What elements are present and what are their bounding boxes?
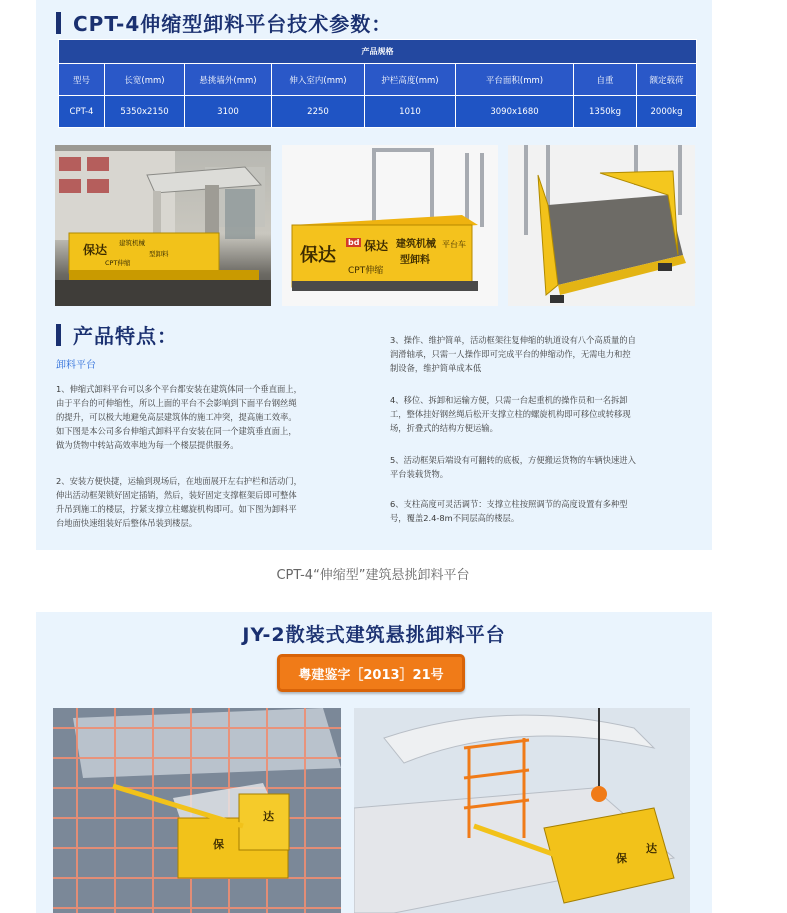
col-load: 额定载荷 xyxy=(637,64,697,96)
spec-table-header: 产品规格 xyxy=(59,40,697,64)
photo2-brand-large: 保达 xyxy=(300,245,336,266)
scaffold-render-illustration xyxy=(53,708,341,913)
features-title-text: 产品特点： xyxy=(73,324,178,348)
photo-interior xyxy=(508,145,695,306)
features-section-title xyxy=(56,320,178,349)
cpt4-spec-panel xyxy=(36,0,712,550)
col-inside: 伸入室内(mm) xyxy=(272,64,365,96)
val-size: 5350x2150 xyxy=(105,96,185,128)
val-model: CPT-4 xyxy=(59,96,105,128)
jy2-title: JY-2散装式建筑悬挑卸料平台 xyxy=(242,624,506,646)
photo-crane-render xyxy=(354,708,690,913)
image-caption: CPT-4“伸缩型”建筑悬挑卸料平台 xyxy=(276,568,470,583)
col-weight: 自重 xyxy=(574,64,637,96)
render-label-3: 保 xyxy=(616,852,627,865)
photo-installed-platform xyxy=(55,145,271,306)
val-weight: 1350kg xyxy=(574,96,637,128)
val-guardrail: 1010 xyxy=(365,96,456,128)
photo-product xyxy=(282,145,498,306)
installed-platform-illustration xyxy=(55,145,271,306)
photo2-label-1: 建筑机械 xyxy=(396,239,436,250)
crane-render-illustration xyxy=(354,708,690,913)
feature-paragraph-6: 6、支柱高度可灵活调节：支撑立柱按照调节的高度设置有多种型 号，覆盖2.4-8m不同层高的楼层。 xyxy=(390,499,628,523)
photo2-label-2: 型卸料 xyxy=(400,255,430,266)
feature-paragraph-1: 1、伸缩式卸料平台可以多个平台都安装在建筑体同一个垂直面上， 由于平台的可伸缩性，所以上面的平台不会影响到下面平台钢丝绳 的提升，可以极大地避免高层建筑体的施工冲突，提高施工效率。 如下图是本公司多台伸缩式卸料平台安装在同一个建筑垂直面上， 做为货物中转站高效率地为每一个楼层提供服务。 xyxy=(56,384,302,450)
features-sub-heading: 卸料平台 xyxy=(56,360,96,371)
render-label-2: 达 xyxy=(263,810,274,823)
title-accent-bar xyxy=(56,12,61,34)
spec-title-text: CPT-4伸缩型卸料平台技术参数： xyxy=(73,12,393,36)
val-outside: 3100 xyxy=(185,96,272,128)
col-outside: 悬挑墙外(mm) xyxy=(185,64,272,96)
render-label-4: 达 xyxy=(646,842,657,855)
photo1-label-1: 建筑机械 xyxy=(119,239,145,247)
feature-paragraph-4: 4、移位、拆卸和运输方便，只需一台起重机的操作员和一名拆卸 工，整体挂好钢丝绳后松开支撑立柱的螺旋机构即可移位或转移现 场，折叠式的结构方便运输。 xyxy=(390,395,631,433)
platform-product-illustration xyxy=(282,145,498,306)
photo2-logo: bd xyxy=(348,238,360,247)
col-model: 型号 xyxy=(59,64,105,96)
platform-interior-illustration xyxy=(508,145,695,306)
col-size: 长宽(mm) xyxy=(105,64,185,96)
photo2-label-3: 平台车 xyxy=(442,240,466,249)
render-label-1: 保 xyxy=(213,838,224,851)
spec-table xyxy=(58,39,697,128)
photo1-label-4: CPT伸缩 xyxy=(105,259,131,267)
feature-paragraph-3: 3、操作、维护简单，活动框架往复伸缩的轨道设有八个高质量的自 润滑轴承，只需一人操作即可完成平台的伸缩动作，无需电力和控 制设备，维护简单成本低 xyxy=(390,335,636,373)
title-accent-bar xyxy=(56,324,61,346)
col-area: 平台面积(mm) xyxy=(456,64,574,96)
photo1-label-2: 型卸料 xyxy=(149,250,169,258)
col-guardrail: 护栏高度(mm) xyxy=(365,64,456,96)
photo1-brand: 保达 xyxy=(83,243,108,257)
photo-scaffold-render xyxy=(53,708,341,913)
certification-badge: 粤建鉴字［2013］21号 xyxy=(277,654,465,692)
feature-paragraph-2: 2、安装方便快捷，运输到现场后，在地面展开左右护栏和活动门， 伸出活动框架锁好固定插销，然后，装好固定支撑框架后即可整体 升吊到施工的楼层，拧紧支撑立柱螺旋机构即可。如下图为卸料平 台地面快速组装好后整体吊装到楼层。 xyxy=(56,476,302,528)
val-area: 3090x1680 xyxy=(456,96,574,128)
feature-paragraph-5: 5、活动框架后端设有可翻转的底板，方便搬运货物的车辆快速进入 平台装载货物。 xyxy=(390,455,636,479)
photo2-brand: 保达 xyxy=(364,239,389,253)
val-inside: 2250 xyxy=(272,96,365,128)
jy2-panel xyxy=(36,612,712,913)
photo2-label-4: CPT伸缩 xyxy=(348,266,384,276)
val-load: 2000kg xyxy=(637,96,697,128)
spec-section-title xyxy=(56,8,392,37)
